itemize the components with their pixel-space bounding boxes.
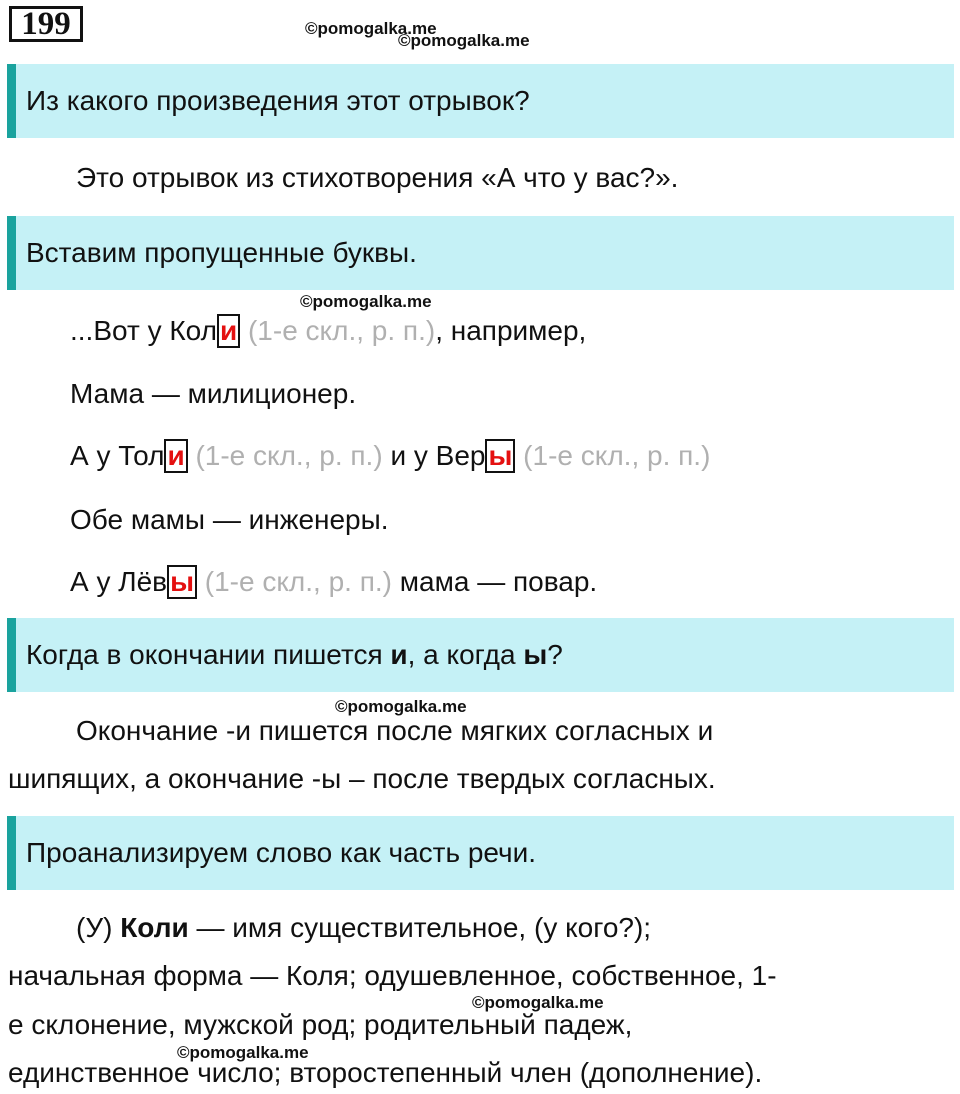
question-1: Из какого произведения этот отрывок? — [7, 64, 954, 138]
poem-line-5 — [70, 564, 597, 600]
grammar-note: (1-е скл., р. п.) — [196, 566, 392, 597]
poem-text: мама — повар. — [391, 566, 598, 597]
watermark: ©pomogalka.me — [177, 1043, 309, 1062]
analysis-line-1 — [76, 910, 651, 946]
poem-line-3 — [70, 438, 710, 474]
analysis-line-2: начальная форма — Коля; одушевленное, собственное, 1- — [8, 960, 777, 991]
inserted-letter: и — [164, 439, 187, 473]
question-3 — [7, 618, 954, 692]
answer-3-line-2: шипящих, а окончание -ы – после твердых согласных. — [8, 763, 716, 794]
watermark: ©pomogalka.me — [300, 292, 432, 311]
analysis-text: (У) — [76, 912, 121, 943]
inserted-letter: ы — [485, 439, 515, 473]
task-number: 199 — [9, 6, 83, 42]
question-2: Вставим пропущенные буквы. — [7, 216, 954, 290]
question-4: Проанализируем слово как часть речи. — [7, 816, 954, 890]
poem-text: ...Вот у Кол — [70, 315, 217, 346]
question-text: Когда в окончании пишется — [26, 639, 391, 670]
poem-text: А у Тол — [70, 440, 165, 471]
poem-text: , например, — [435, 315, 587, 346]
grammar-note: (1-е скл., р. п.) — [515, 440, 711, 471]
poem-text: А у Лёв — [70, 566, 168, 597]
analysis-word: Коли — [120, 912, 189, 943]
analysis-line-4: единственное число; второстепенный член (дополнение). — [8, 1057, 763, 1088]
analysis-text: — имя существительное, (у кого?); — [188, 912, 652, 943]
poem-line-4: Обе мамы — инженеры. — [70, 504, 389, 535]
grammar-note: (1-е скл., р. п.) — [187, 440, 383, 471]
question-bold: ы — [523, 639, 548, 670]
watermark: ©pomogalka.me — [472, 993, 604, 1012]
poem-line-1 — [70, 313, 586, 349]
inserted-letter: и — [217, 314, 240, 348]
question-text: , а когда — [407, 639, 524, 670]
analysis-line-3: е склонение, мужской род; родительный падеж, — [8, 1009, 633, 1040]
poem-line-2: Мама — милиционер. — [70, 378, 357, 409]
poem-text: и у Вер — [382, 440, 486, 471]
watermark: ©pomogalka.me — [305, 19, 437, 38]
watermark: ©pomogalka.me — [335, 697, 467, 716]
inserted-letter: ы — [167, 565, 197, 599]
grammar-note: (1-е скл., р. п.) — [240, 315, 436, 346]
question-bold: и — [390, 639, 408, 670]
question-text: ? — [547, 639, 563, 670]
answer-3-line-1: Окончание -и пишется после мягких согласных и — [76, 715, 714, 746]
watermark: ©pomogalka.me — [398, 31, 530, 50]
answer-1: Это отрывок из стихотворения «А что у вас?». — [76, 162, 679, 193]
